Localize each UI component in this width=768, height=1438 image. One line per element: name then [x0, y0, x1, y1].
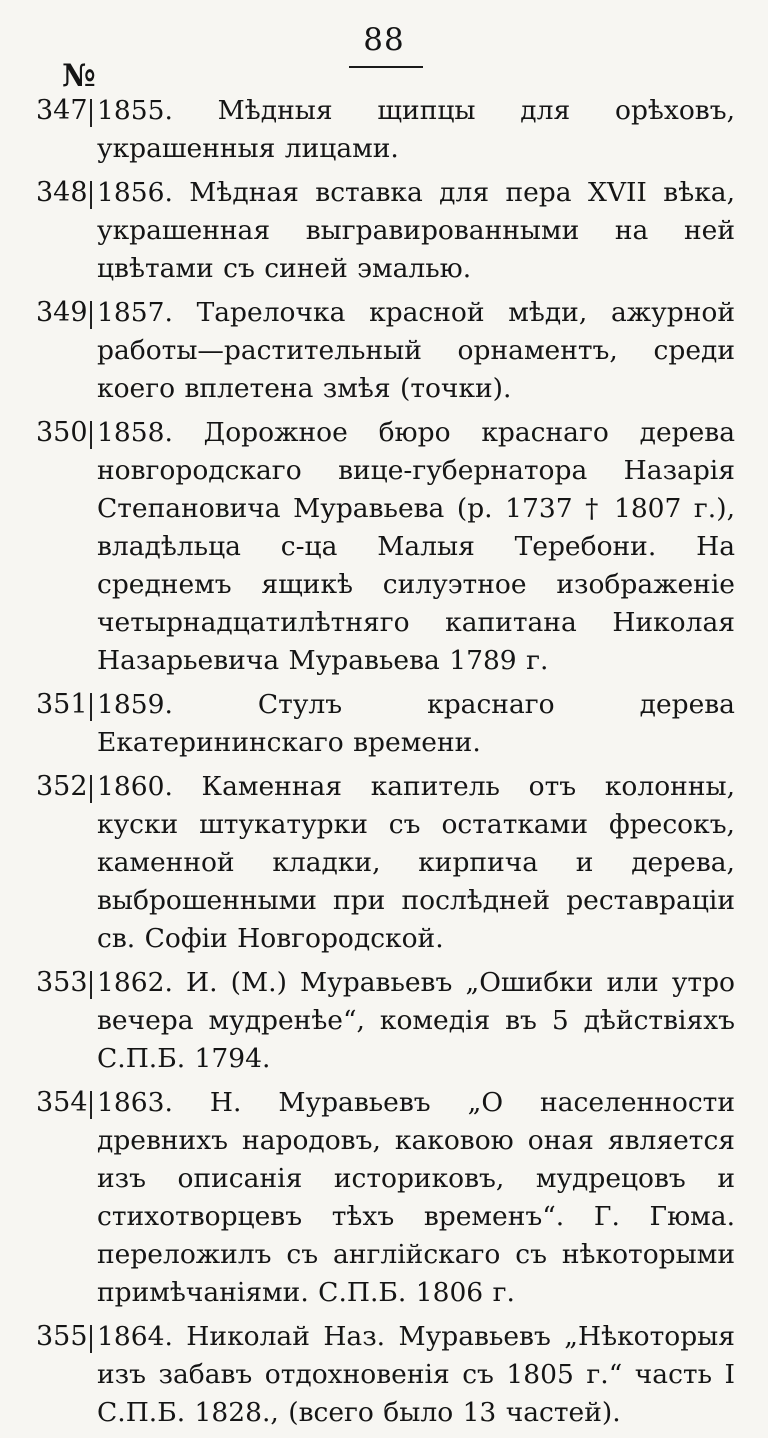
entry-text: 1856. Мѣдная вставка для пера XVII вѣка, украшенная выгравированными на ней цвѣтами съ синей эмалью.	[97, 177, 735, 284]
entry-separator	[90, 421, 92, 449]
catalog-entry	[0, 1084, 768, 1312]
catalog-entry	[0, 964, 768, 1078]
entry-separator	[90, 99, 92, 127]
catalog-entry	[0, 174, 768, 288]
entry-number: 347	[36, 95, 88, 126]
entry-separator	[90, 1091, 92, 1119]
catalog-entry	[0, 414, 768, 680]
catalog-entry	[0, 294, 768, 408]
column-header-number-sign: №	[62, 58, 96, 94]
entry-number: 350	[36, 417, 88, 448]
entry-number: 348	[36, 177, 88, 208]
entry-text: 1858. Дорожное бюро краснаго дерева новгородскаго вице-губернатора Назарія Степановича Муравьева (р. 1737 † 1807 г.), владѣльца с-ца Малыя Теребони. На среднемъ ящикѣ силуэтное изображеніе четырнадцатилѣтняго капитана Николая Назарьевича Муравьева 1789 г.	[97, 417, 735, 676]
entry-number: 352	[36, 771, 88, 802]
entry-number: 353	[36, 967, 88, 998]
entry-text: 1859. Стулъ краснаго дерева Екатерининскаго времени.	[97, 689, 735, 758]
catalog-entry	[0, 92, 768, 168]
entry-number: 355	[36, 1321, 88, 1352]
catalog-entries	[0, 92, 768, 1438]
entry-text: 1857. Тарелочка красной мѣди, ажурной работы—растительный орнаментъ, среди коего вплетена змѣя (точки).	[97, 297, 735, 404]
entry-text: 1862. И. (М.) Муравьевъ „Ошибки или утро вечера мудренѣе“, комедія въ 5 дѣйствіяхъ С.П.Б. 1794.	[97, 967, 735, 1074]
page-number: 88	[363, 22, 405, 58]
entry-separator	[90, 775, 92, 803]
entry-separator	[90, 971, 92, 999]
catalog-entry	[0, 768, 768, 958]
entry-separator	[90, 301, 92, 329]
catalog-entry	[0, 686, 768, 762]
entry-text: 1860. Каменная капитель отъ колонны, куски штукатурки съ остатками фресокъ, каменной кладки, кирпича и дерева, выброшенными при послѣдней реставраціи св. Софіи Новгородской.	[97, 771, 735, 954]
entry-text: 1864. Николай Наз. Муравьевъ „Нѣкоторыя изъ забавъ отдохновенія съ 1805 г.“ часть I С.П.Б. 1828., (всего было 13 частей).	[97, 1321, 735, 1428]
page-number-rule	[349, 66, 423, 68]
entry-number: 349	[36, 297, 88, 328]
entry-text: 1855. Мѣдныя щипцы для орѣховъ, украшенныя лицами.	[97, 95, 735, 164]
entry-separator	[90, 693, 92, 721]
entry-separator	[90, 181, 92, 209]
catalog-entry	[0, 1318, 768, 1432]
entry-text: 1863. Н. Муравьевъ „О населенности древнихъ народовъ, каковою оная является изъ описанія историковъ, мудрецовъ и стихотворцевъ тѣхъ временъ“. Г. Гюма. переложилъ съ англійскаго съ нѣкоторыми примѣчаніями. С.П.Б. 1806 г.	[97, 1087, 735, 1308]
entry-number: 354	[36, 1087, 88, 1118]
entry-separator	[90, 1325, 92, 1353]
entry-number: 351	[36, 689, 88, 720]
